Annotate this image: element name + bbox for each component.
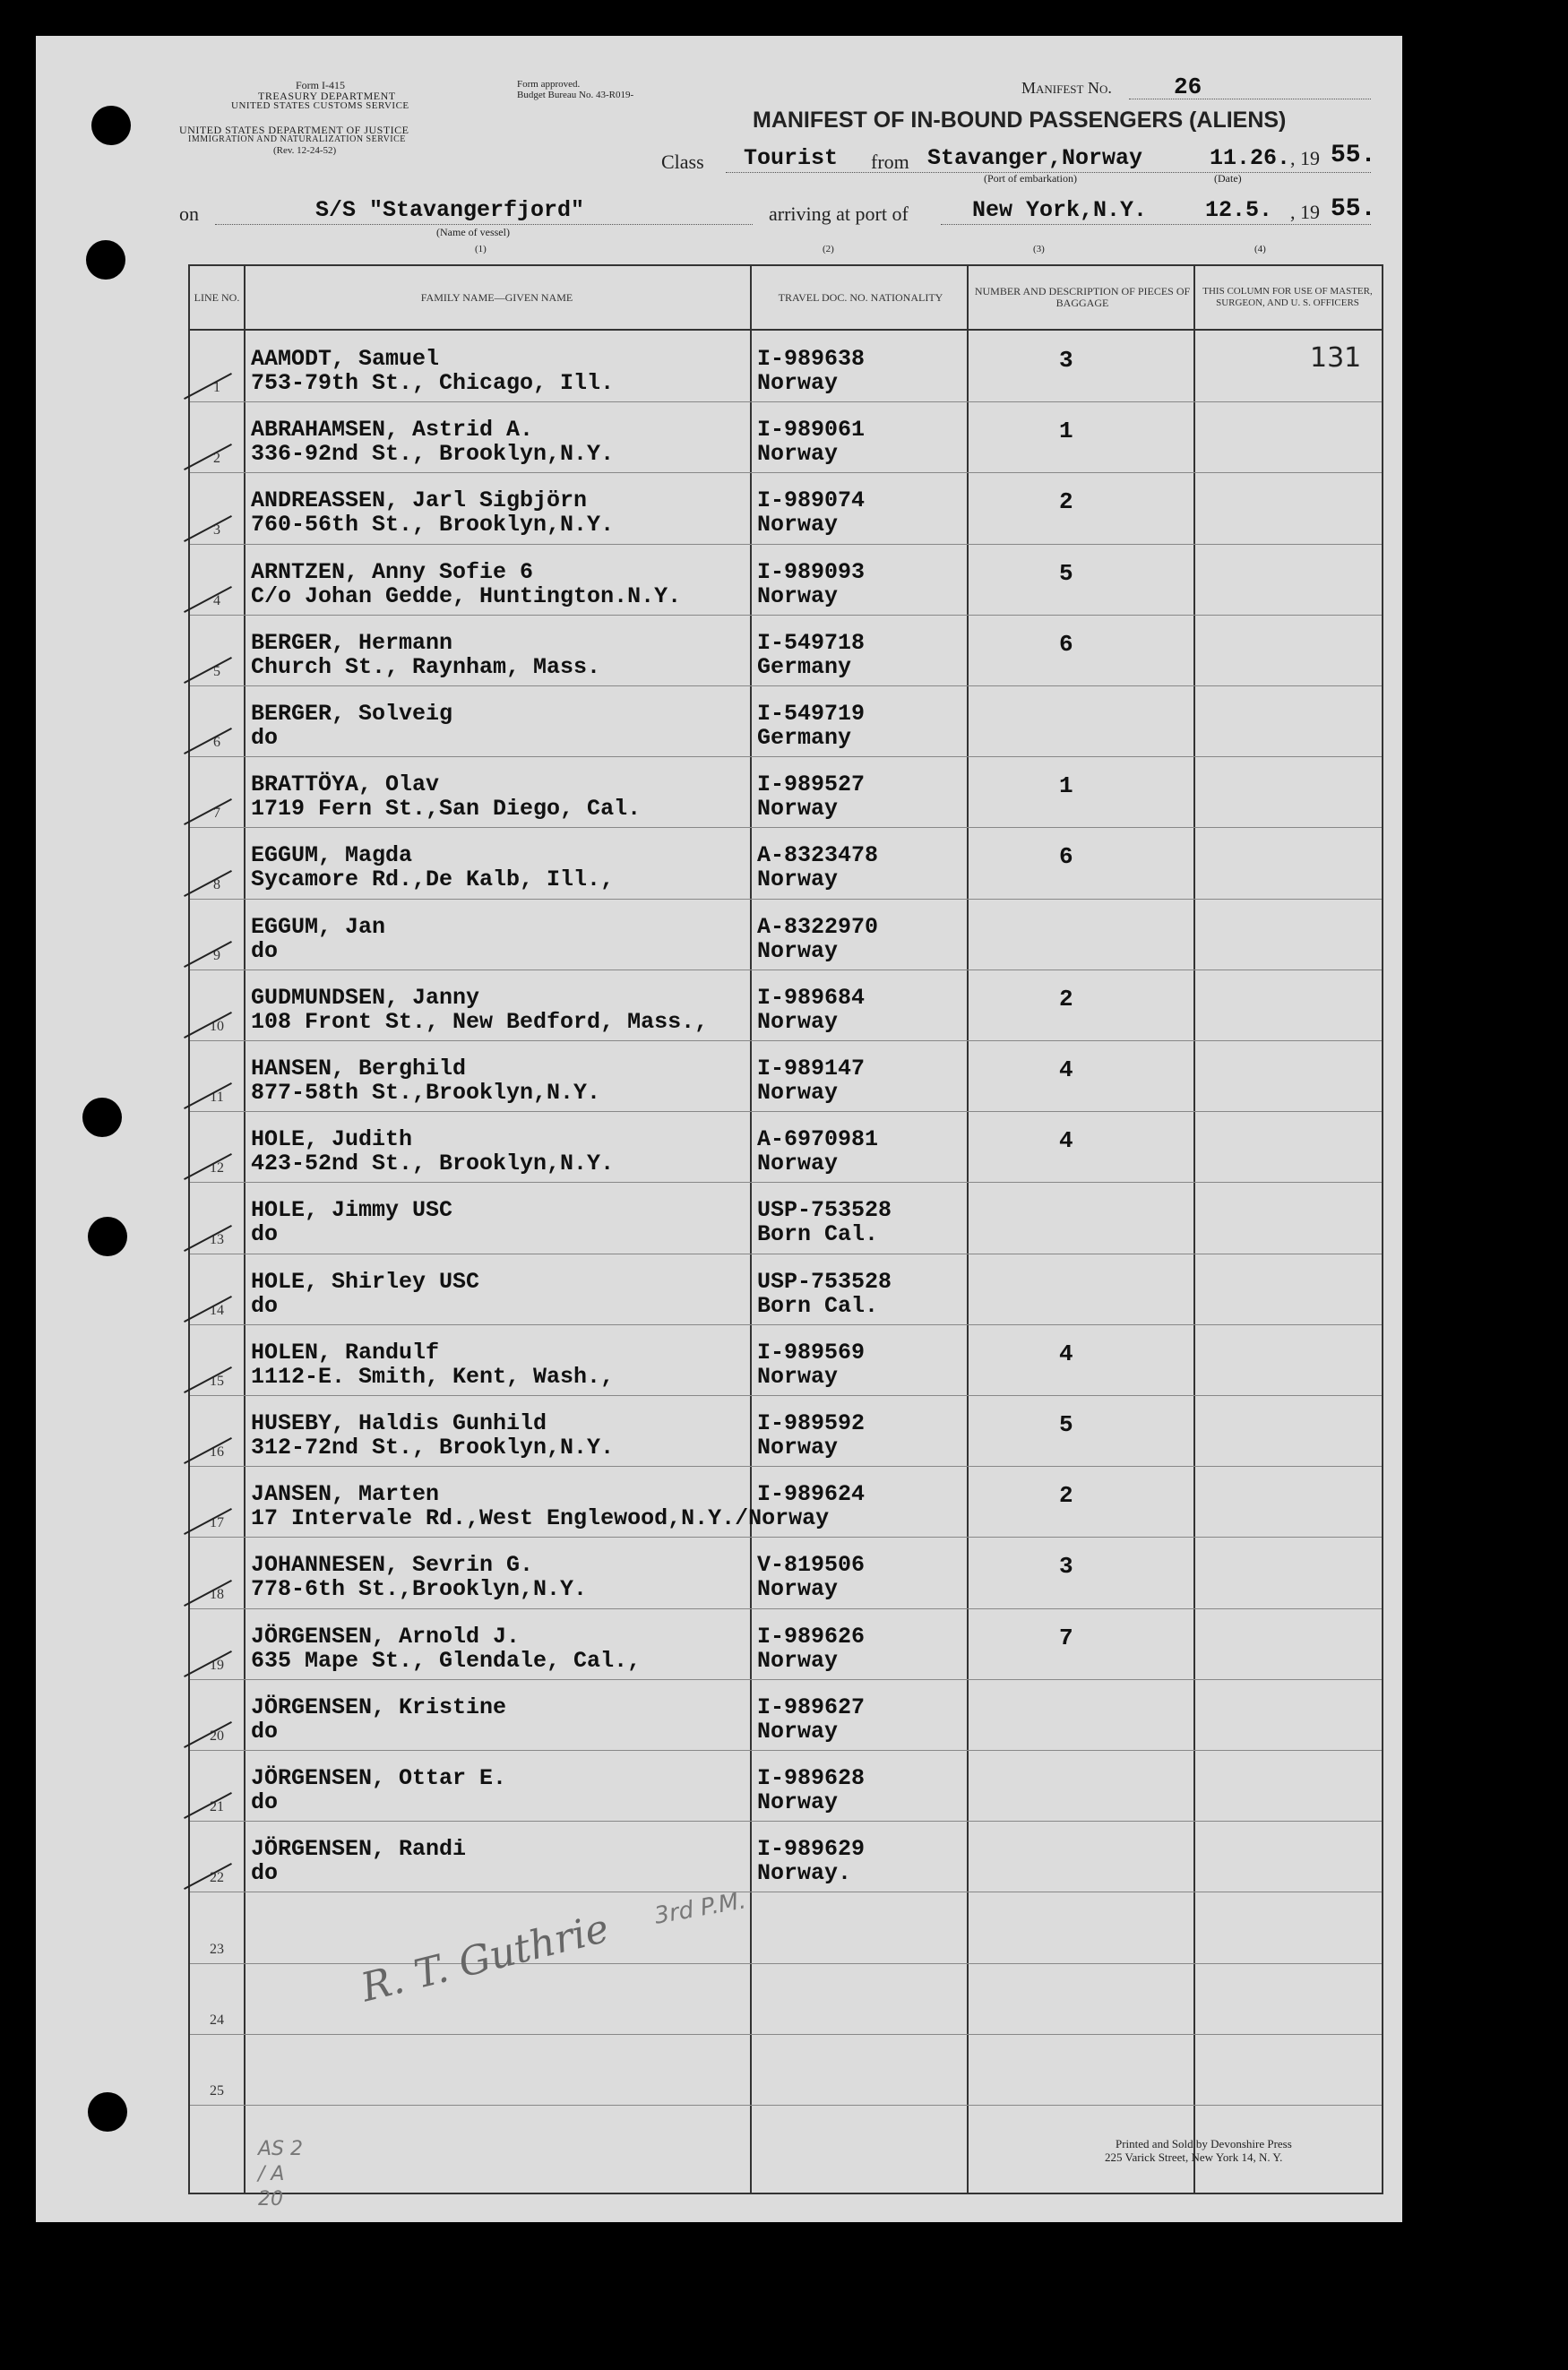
col-header-name: FAMILY NAME—GIVEN NAME — [420, 290, 573, 304]
row-rule — [190, 1537, 1382, 1538]
nationality: Norway — [757, 1647, 839, 1674]
travel-doc-number: USP-753528 — [757, 1268, 892, 1295]
passenger-address: 778-6th St.,Brooklyn,N.Y. — [251, 1576, 588, 1603]
travel-doc-number: I-989074 — [757, 487, 866, 514]
line-number: 5 — [213, 664, 220, 679]
col-header-line-no: LINE NO. — [194, 290, 240, 304]
nationality: Norway — [757, 582, 839, 609]
line-number: 9 — [213, 947, 220, 963]
passenger-name: ARNTZEN, Anny Sofie 6 — [251, 558, 534, 585]
baggage-count: 2 — [1059, 488, 1073, 516]
nationality: Norway — [757, 370, 839, 396]
line-number: 24 — [210, 2012, 224, 2028]
nationality: Norway — [757, 1363, 839, 1390]
travel-doc-number: I-989592 — [757, 1410, 866, 1436]
passenger-address: do — [251, 725, 279, 751]
nationality: Norway — [757, 1435, 839, 1461]
customs-service: UNITED STATES CUSTOMS SERVICE — [231, 100, 409, 111]
travel-doc-number: I-549719 — [757, 701, 866, 727]
nationality: Norway — [757, 1080, 839, 1106]
col-num-4: (4) — [1254, 244, 1266, 254]
baggage-count: 1 — [1059, 418, 1073, 445]
on-label: on — [179, 203, 199, 225]
passenger-address: do — [251, 1789, 279, 1815]
passenger-name: EGGUM, Magda — [251, 842, 413, 869]
line-number: 25 — [210, 2083, 224, 2099]
baggage-count: 3 — [1059, 347, 1073, 374]
baggage-count: 4 — [1059, 1340, 1073, 1367]
line-number: 13 — [210, 1231, 224, 1247]
date-caption: (Date) — [1214, 172, 1242, 185]
row-rule — [190, 1040, 1382, 1041]
travel-doc-number: I-989569 — [757, 1339, 866, 1366]
row-rule — [190, 1182, 1382, 1183]
form-revision: (Rev. 12-24-52) — [273, 145, 337, 156]
punch-hole — [88, 1217, 127, 1256]
baggage-count: 5 — [1059, 559, 1073, 587]
passenger-name: EGGUM, Jan — [251, 913, 386, 940]
row-rule — [190, 1679, 1382, 1680]
embark-port: Stavanger,Norway — [927, 145, 1143, 171]
passenger-name: GUDMUNDSEN, Janny — [251, 984, 480, 1011]
travel-doc-number: I-989061 — [757, 417, 866, 444]
line-number: 15 — [210, 1374, 224, 1389]
form-number: Form I-415 — [296, 79, 345, 91]
row-rule — [190, 685, 1382, 686]
arriving-label: arriving at port of — [769, 203, 909, 225]
nationality: Germany — [757, 725, 852, 751]
nationality: Born Cal. — [757, 1292, 879, 1319]
header-rule — [190, 329, 1382, 331]
travel-doc-number: A-6970981 — [757, 1126, 879, 1153]
col-num-1: (1) — [475, 244, 487, 254]
class-value: Tourist — [744, 145, 839, 171]
row-rule — [190, 899, 1382, 900]
nationality: Norway — [757, 796, 839, 823]
passenger-address: 635 Mape St., Glendale, Cal., — [251, 1647, 642, 1674]
travel-doc-number: I-989626 — [757, 1623, 866, 1650]
baggage-count: 3 — [1059, 1553, 1073, 1581]
passenger-address: 312-72nd St., Brooklyn,N.Y. — [251, 1435, 615, 1461]
col-header-officers: THIS COLUMN FOR USE OF MASTER, SURGEON, AND U. S. OFFICERS — [1202, 286, 1373, 308]
passenger-address: 1112-E. Smith, Kent, Wash., — [251, 1363, 615, 1390]
nationality: Norway. — [757, 1860, 852, 1887]
baggage-count: 4 — [1059, 1127, 1073, 1155]
row-rule — [190, 1750, 1382, 1751]
baggage-count: 2 — [1059, 985, 1073, 1013]
punch-hole — [91, 106, 131, 145]
passenger-address: C/o Johan Gedde, Huntington.N.Y. — [251, 582, 682, 609]
col-divider — [967, 266, 969, 2193]
treasury-dept: TREASURY DEPARTMENT — [258, 90, 396, 102]
line-number: 18 — [210, 1586, 224, 1602]
signature-note: 3rd P.M. — [652, 1887, 748, 1930]
officer-annotation: 131 — [1310, 342, 1362, 374]
passenger-name: BERGER, Hermann — [251, 629, 453, 656]
line-number: 17 — [210, 1515, 224, 1531]
passenger-address: 17 Intervale Rd.,West Englewood,N.Y./Norway — [251, 1505, 830, 1532]
line-number: 23 — [210, 1941, 224, 1957]
year-prefix: , 19 — [1290, 147, 1320, 169]
line-number: 3 — [213, 521, 220, 538]
travel-doc-number: A-8323478 — [757, 842, 879, 869]
line-number: 11 — [210, 1090, 224, 1106]
passenger-name: HOLE, Jimmy USC — [251, 1197, 453, 1224]
passenger-name: JÖRGENSEN, Arnold J. — [251, 1623, 521, 1650]
nationality: Norway — [757, 1576, 839, 1603]
budget-bureau: Budget Bureau No. 43-R019- — [517, 90, 634, 100]
travel-doc-number: I-989627 — [757, 1693, 866, 1720]
line-number: 7 — [213, 806, 220, 822]
passenger-name: HOLE, Shirley USC — [251, 1268, 480, 1295]
line-number: 8 — [213, 876, 220, 892]
passenger-address: do — [251, 1860, 279, 1887]
row-rule — [190, 1466, 1382, 1467]
passenger-name: JOHANNESEN, Sevrin G. — [251, 1552, 534, 1579]
baggage-count: 4 — [1059, 1056, 1073, 1083]
passenger-name: HOLE, Judith — [251, 1126, 413, 1153]
travel-doc-number: I-989093 — [757, 558, 866, 585]
passenger-address: do — [251, 1292, 279, 1319]
travel-doc-number: I-989684 — [757, 984, 866, 1011]
line-number: 21 — [210, 1799, 224, 1815]
vessel-underline — [215, 224, 753, 225]
passenger-name: JÖRGENSEN, Kristine — [251, 1693, 507, 1720]
col-header-travel-doc: TRAVEL DOC. NO. NATIONALITY — [778, 290, 943, 304]
line-number: 16 — [210, 1444, 224, 1461]
port-embark-caption: (Port of embarkation) — [984, 172, 1077, 185]
baggage-count: 6 — [1059, 630, 1073, 658]
row-rule — [190, 756, 1382, 757]
nationality: Norway — [757, 937, 839, 964]
row-rule — [190, 827, 1382, 828]
baggage-count: 7 — [1059, 1624, 1073, 1651]
row-rule — [190, 2034, 1382, 2035]
depart-date: 11.26. — [1210, 145, 1291, 171]
baggage-count: 5 — [1059, 1411, 1073, 1438]
nationality: Norway — [757, 512, 839, 539]
manifest-label: Manifest No. — [1021, 79, 1112, 97]
row-rule — [190, 1324, 1382, 1325]
passenger-name: BRATTÖYA, Olav — [251, 771, 440, 798]
baggage-count: 2 — [1059, 1482, 1073, 1510]
vessel-name: S/S "Stavangerfjord" — [315, 197, 585, 223]
line-number: 19 — [210, 1657, 224, 1673]
printer-credit: Printed and Sold by Devonshire Press — [1116, 2137, 1292, 2150]
row-rule — [190, 544, 1382, 545]
nationality: Norway — [757, 866, 839, 893]
row-rule — [190, 472, 1382, 473]
justice-dept: UNITED STATES DEPARTMENT OF JUSTICE — [179, 124, 409, 136]
class-label: Class — [661, 151, 704, 173]
col-header-baggage: NUMBER AND DESCRIPTION OF PIECES OF BAGGAGE — [974, 285, 1191, 309]
travel-doc-number: I-989638 — [757, 346, 866, 372]
travel-doc-number: I-549718 — [757, 629, 866, 656]
passenger-address: 423-52nd St., Brooklyn,N.Y. — [251, 1151, 615, 1177]
signature: R. T. Guthrie — [357, 1905, 614, 2012]
passenger-name: JÖRGENSEN, Ottar E. — [251, 1765, 507, 1791]
passenger-address: Sycamore Rd.,De Kalb, Ill., — [251, 866, 615, 893]
passenger-name: JÖRGENSEN, Randi — [251, 1836, 467, 1863]
line-number: 6 — [213, 735, 220, 751]
arrival-year: 55. — [1331, 195, 1376, 223]
line-number: 14 — [210, 1302, 224, 1318]
baggage-count: 1 — [1059, 772, 1073, 800]
passenger-table — [188, 264, 1383, 2194]
row-rule — [190, 401, 1382, 402]
arrival-underline — [941, 224, 1371, 225]
depart-year: 55. — [1331, 142, 1376, 169]
passenger-address: 1719 Fern St.,San Diego, Cal. — [251, 796, 642, 823]
baggage-count: 6 — [1059, 843, 1073, 871]
row-rule — [190, 1821, 1382, 1822]
form-approved: Form approved. — [517, 79, 581, 90]
nationality: Germany — [757, 653, 852, 680]
line-number: 12 — [210, 1160, 224, 1176]
travel-doc-number: USP-753528 — [757, 1197, 892, 1224]
nationality: Norway — [757, 1008, 839, 1035]
passenger-name: JANSEN, Marten — [251, 1481, 440, 1508]
passenger-name: HUSEBY, Haldis Gunhild — [251, 1410, 547, 1436]
col-divider — [1193, 266, 1195, 2193]
passenger-address: 336-92nd St., Brooklyn,N.Y. — [251, 441, 615, 468]
passenger-address: 877-58th St.,Brooklyn,N.Y. — [251, 1080, 601, 1106]
passenger-address: do — [251, 1221, 279, 1248]
line-number: 2 — [213, 451, 220, 467]
passenger-name: ANDREASSEN, Jarl Sigbjörn — [251, 487, 588, 514]
line-number: 10 — [210, 1019, 224, 1034]
nationality: Norway — [757, 1718, 839, 1745]
line-number: 20 — [210, 1728, 224, 1744]
col-num-2: (2) — [823, 244, 834, 254]
line-number: 4 — [213, 592, 220, 608]
row-rule — [190, 2105, 1382, 2106]
passenger-address: 760-56th St., Brooklyn,N.Y. — [251, 512, 615, 539]
col-divider — [244, 266, 246, 2193]
passenger-address: 753-79th St., Chicago, Ill. — [251, 370, 615, 396]
travel-doc-number: I-989147 — [757, 1056, 866, 1082]
passenger-name: ABRAHAMSEN, Astrid A. — [251, 417, 534, 444]
travel-doc-number: I-989624 — [757, 1481, 866, 1508]
manifest-number: 26 — [1174, 73, 1202, 100]
arrival-port: New York,N.Y. — [972, 197, 1148, 223]
nationality: Norway — [757, 441, 839, 468]
travel-doc-number: A-8322970 — [757, 913, 879, 940]
passenger-name: AAMODT, Samuel — [251, 346, 440, 372]
travel-doc-number: I-989629 — [757, 1836, 866, 1863]
printer-address: 225 Varick Street, New York 14, N. Y. — [1105, 2150, 1283, 2164]
arrival-year-prefix: , 19 — [1290, 201, 1320, 223]
line-number: 22 — [210, 1870, 224, 1886]
passenger-name: HOLEN, Randulf — [251, 1339, 440, 1366]
from-label: from — [871, 151, 909, 173]
nationality: Norway — [757, 1151, 839, 1177]
line-number: 1 — [213, 380, 220, 396]
row-rule — [190, 1111, 1382, 1112]
passenger-name: BERGER, Solveig — [251, 701, 453, 727]
passenger-address: 108 Front St., New Bedford, Mass., — [251, 1008, 709, 1035]
col-divider — [750, 266, 752, 2193]
passenger-address: Church St., Raynham, Mass. — [251, 653, 601, 680]
punch-hole — [86, 240, 125, 280]
vessel-caption: (Name of vessel) — [436, 226, 510, 238]
col-num-3: (3) — [1033, 244, 1045, 254]
arrival-date: 12.5. — [1205, 197, 1273, 223]
manifest-title: MANIFEST OF IN-BOUND PASSENGERS (ALIENS) — [753, 108, 1287, 133]
travel-doc-number: V-819506 — [757, 1552, 866, 1579]
row-rule — [190, 1395, 1382, 1396]
row-rule — [190, 615, 1382, 616]
punch-hole — [82, 1098, 122, 1137]
row-rule — [190, 1608, 1382, 1609]
travel-doc-number: I-989527 — [757, 771, 866, 798]
passenger-address: do — [251, 1718, 279, 1745]
nationality: Born Cal. — [757, 1221, 879, 1248]
ins-service: IMMIGRATION AND NATURALIZATION SERVICE — [188, 134, 406, 144]
nationality: Norway — [757, 1789, 839, 1815]
pencil-note: AS 2 / A 20 — [258, 2138, 304, 2211]
manifest-page — [36, 36, 1402, 2222]
punch-hole — [88, 2092, 127, 2132]
passenger-name: HANSEN, Berghild — [251, 1056, 467, 1082]
travel-doc-number: I-989628 — [757, 1765, 866, 1791]
passenger-address: do — [251, 937, 279, 964]
